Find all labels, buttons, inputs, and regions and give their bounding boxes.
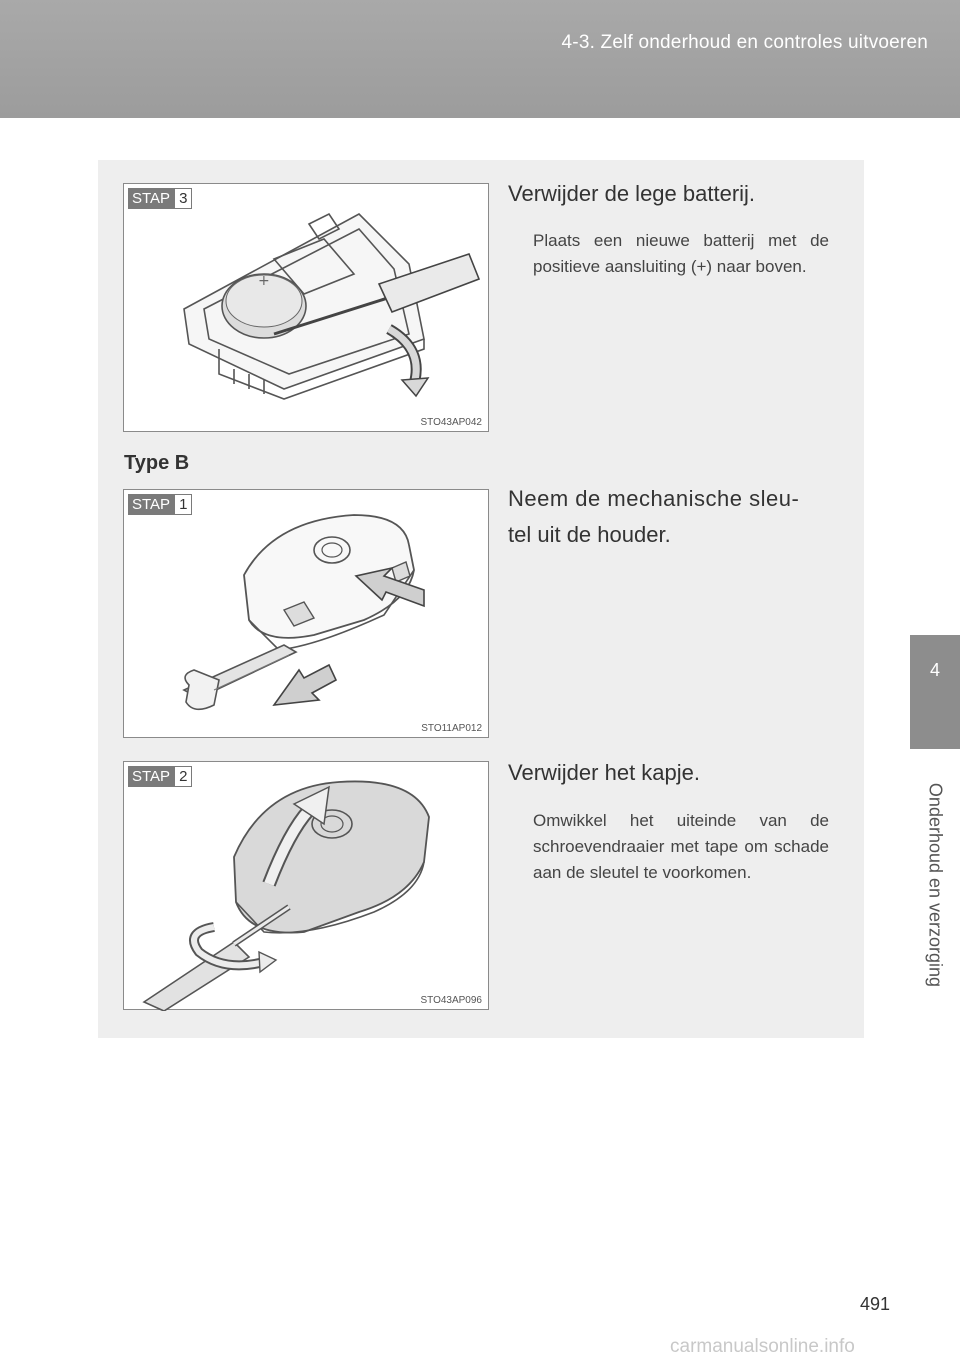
step-title-line1: Neem de mechanische sleu- — [508, 486, 800, 511]
step-title-line2: tel uit de houder. — [508, 522, 671, 547]
step-description: Omwikkel het uiteinde van de schroevendraaier met tape om schade aan de sleutel te voorkomen. — [533, 811, 829, 882]
chapter-tab — [910, 635, 960, 749]
section-heading: Type B — [124, 452, 190, 474]
chapter-label: Onderhoud en verzorging — [925, 782, 946, 988]
figure-key-removal — [123, 489, 489, 738]
step-badge: STAP 3 — [128, 188, 192, 209]
figure-code: STO43AP096 — [420, 995, 482, 1006]
watermark: carmanualsonline.info — [670, 1336, 855, 1357]
chapter-title: 4-3. Zelf onderhoud en controles uitvoeren — [561, 32, 928, 53]
cover-illustration — [124, 762, 490, 1011]
page-number: 491 — [860, 1294, 891, 1314]
figure-battery-removal — [123, 183, 489, 432]
chapter-label-wrap — [910, 749, 960, 1021]
step-description: Plaats een nieuwe batterij met de positieve aansluiting (+) naar boven. — [533, 231, 829, 276]
figure-code: STO43AP042 — [420, 417, 482, 428]
step-badge: STAP 2 — [128, 766, 192, 787]
step-title: Verwijder de lege batterij. — [508, 181, 756, 206]
page-header — [0, 0, 960, 118]
chapter-number: 4 — [929, 660, 940, 680]
figure-cover-removal — [123, 761, 489, 1010]
step-badge: STAP 1 — [128, 494, 192, 515]
svg-text:+: + — [258, 273, 270, 289]
figure-code: STO11AP012 — [421, 723, 482, 734]
pull-arrow-icon — [274, 665, 336, 705]
key-illustration — [124, 490, 490, 739]
battery-illustration — [124, 184, 490, 433]
step-title: Verwijder het kapje. — [508, 760, 700, 785]
